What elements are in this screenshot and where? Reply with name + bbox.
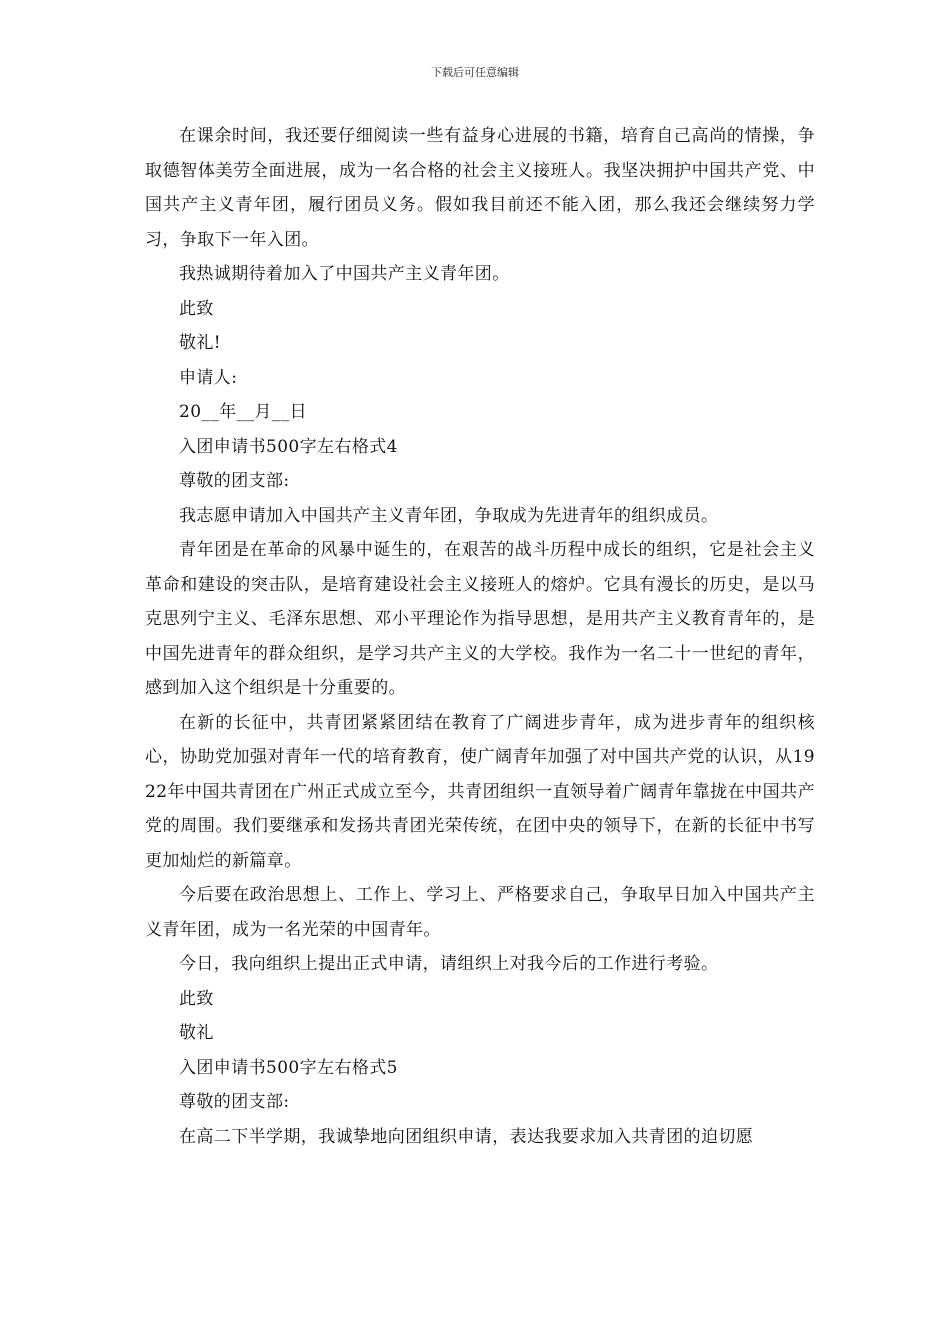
paragraph-formal-application: 今日，我向组织上提出正式申请，请组织上对我今后的工作进行考验。 xyxy=(179,954,719,974)
closing-jingli-2: 敬礼 xyxy=(179,1023,214,1043)
paragraph-intent: 我志愿申请加入中国共产主义青年团，争取成为先进青年的组织成员。 xyxy=(179,505,719,526)
salutation: 尊敬的团支部: xyxy=(179,471,290,491)
closing-cizhi-2: 此致 xyxy=(179,988,214,1009)
paragraph-study-plan: 在课余时间，我还要仔细阅读一些有益身心进展的书籍，培育自己高尚的情操，争取德智体美劳全面进展，成为一名合格的社会主义接班人。我坚决拥护中国共产党、中国共产主义青年团，履行团员义务。假如我目前还不能入团，那么我还会继续努力学习，争取下一年入团。 xyxy=(145,126,815,250)
closing-jingli: 敬礼! xyxy=(179,333,222,353)
page-header: 下载后可任意编辑 xyxy=(431,66,519,79)
paragraph-new-long-march: 在新的长征中，共青团紧紧团结在教育了广阔进步青年，成为进步青年的组织核心，协助党加强对青年一代的培育教育，使广阔青年加强了对中国共产党的认识，从1922年中国共青团在广州正式成立至今，共青团组织一直领导着广阔青年靠拢在中国共产党的周围。我们要继承和发扬共青团光荣传统，在团中央的领导下，在新的长征中书写更加灿烂的新篇章。 xyxy=(145,712,815,871)
salutation-2: 尊敬的团支部: xyxy=(179,1092,290,1112)
applicant-label: 申请人: xyxy=(179,367,238,388)
section-title-format-5: 入团申请书500字左右格式5 xyxy=(179,1057,398,1078)
paragraph-league-history: 青年团是在革命的风暴中诞生的，在艰苦的战斗历程中成长的组织，它是社会主义革命和建设的突击队，是培育建设社会主义接班人的熔炉。它具有漫长的历史，是以马克思列宁主义、毛泽东思想、邓小平理论作为指导思想，是用共产主义教育青年的，是中国先进青年的群众组织，是学习共产主义的大学校。我作为一名二十一世纪的青年，感到加入这个组织是十分重要的。 xyxy=(145,540,815,698)
paragraph-grade-two-application: 在高二下半学期，我诚挚地向团组织申请，表达我要求加入共青团的迫切愿 xyxy=(179,1126,754,1147)
date-line: 20__年__月__日 xyxy=(179,402,308,422)
section-title-format-4: 入团申请书500字左右格式4 xyxy=(179,436,398,457)
closing-cizhi: 此致 xyxy=(179,298,214,319)
paragraph-expectation: 我热诚期待着加入了中国共产主义青年团。 xyxy=(179,264,510,284)
document-body xyxy=(145,119,815,1154)
paragraph-future-commitment: 今后要在政治思想上、工作上、学习上、严格要求自己，争取早日加入中国共产主义青年团，成为一名光荣的中国青年。 xyxy=(145,885,815,940)
